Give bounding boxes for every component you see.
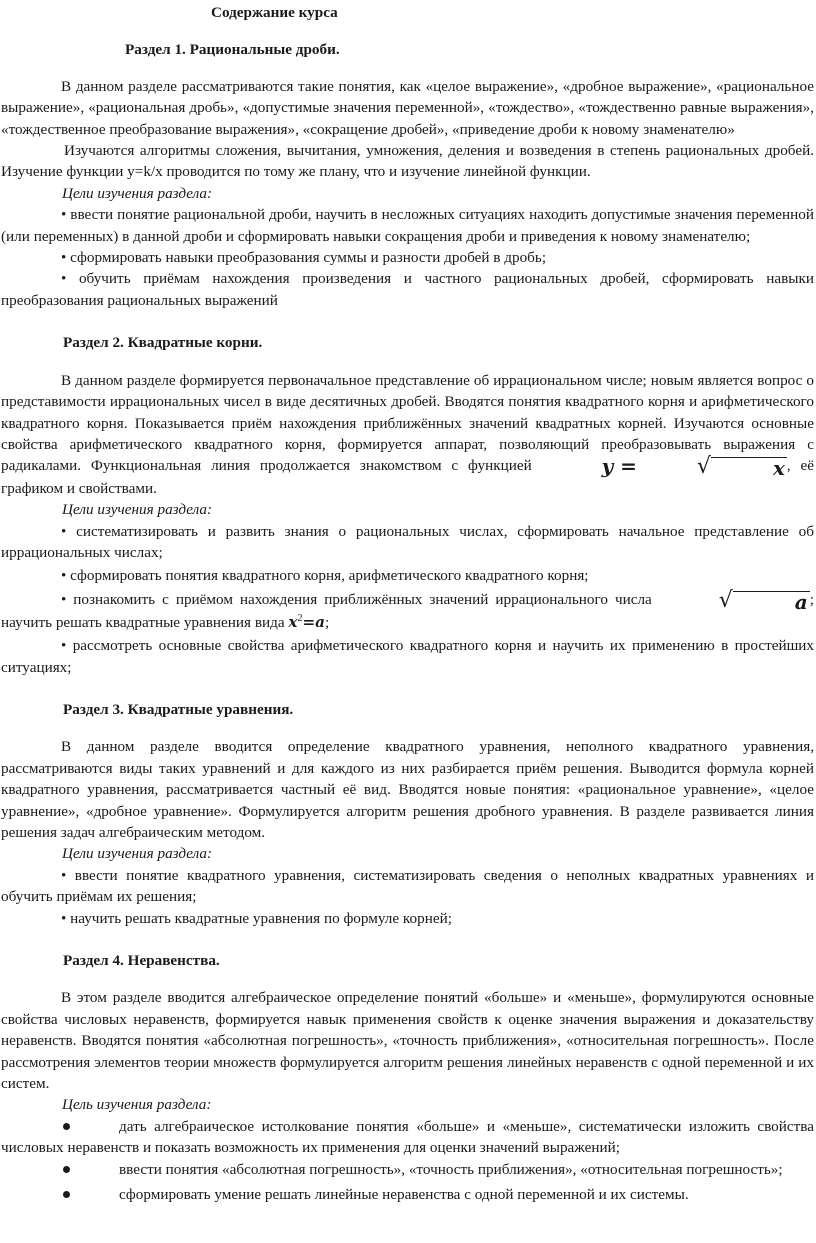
section-4-paragraph: В этом разделе вводится алгебраическое определение понятий «больше» и «меньше», формулируются основные свойства числовых неравенств, формируется навык применения свойств к оценке значения выражения и доказательству неравенств. Вводятся понятия «абсолютная погрешность», «точность приближения», «относительная погрешность». После рассмотрения элементов теории множеств формулируется алгоритм решения линейных неравенств с одной переменной и их систем. [1, 989, 814, 1093]
section-1-heading: Раздел 1. Рациональные дроби. [125, 41, 340, 59]
section-2-goal [1, 589, 814, 633]
section-1-paragraph: В данном разделе рассматриваются такие понятия, как «целое выражение», «дробное выражение», «рациональное выражение», «рациональная дробь», «допустимые значения переменной», «тождество», «тождественно равные выражения», «тождественное преобразование выражения», «сокращение дробей», «приведение дроби к новому знаменателю» [1, 77, 814, 138]
goal-text-end: ; [325, 613, 330, 631]
section-2-paragraph [1, 370, 814, 499]
formula-lhs: y = [601, 454, 637, 479]
sqrt-radicand: a [733, 591, 810, 612]
section-2-goals-label: Цели изучения раздела: [62, 501, 213, 519]
section-4-goals-list [1, 1116, 814, 1206]
list-item-text: дать алгебраическое истолкование понятия «больше» и «меньше», систематически изложить свойства числовых неравенств и показать возможность их применения для оценки значений выражений; [1, 1117, 814, 1157]
list-item [1, 1184, 814, 1205]
square-root-symbol: √ x [696, 453, 785, 480]
list-item [1, 1116, 814, 1159]
section-2-paragraph-text: В данном разделе формируется первоначальное представление об иррациональном числе; новым является вопрос о представимости иррациональных чисел в виде десятичных дробей. Вводятся понятия квадратного корня и арифметического квадратного корня. Показывается приём нахождения приближённых значений квадратных корней. Изучаются основные свойства арифметического квадратного корня, формируется аппарат, позволяющий преобразовывать выражения с радикалами. Функциональная линия продолжается знакомством с функцией [1, 371, 814, 475]
section-4-goals-label: Цель изучения раздела: [62, 1096, 212, 1114]
list-item-text: сформировать умение решать линейные неравенства с одной переменной и их системы. [119, 1186, 689, 1204]
list-item [1, 1159, 814, 1180]
sqrt-a-formula [659, 587, 810, 614]
section-2-heading: Раздел 2. Квадратные корни. [63, 334, 263, 352]
course-title: Содержание курса [211, 4, 338, 21]
equation-power: 2 [297, 612, 303, 624]
section-2-goal: • сформировать понятия квадратного корня, арифметического квадратного корня; [61, 567, 589, 585]
square-root-symbol: √ a [718, 587, 808, 614]
sqrt-function-formula [542, 453, 787, 480]
bullet-icon [63, 1191, 70, 1198]
section-1-goals-label: Цели изучения раздела: [62, 184, 213, 202]
goal-text: ; научить решать квадратные уравнения вида [1, 590, 814, 631]
bullet-icon [63, 1123, 70, 1130]
goal-text: • познакомить с приёмом нахождения приближённых значений иррационального числа [61, 590, 652, 608]
bullet-icon [63, 1166, 70, 1173]
formula-radicand: x [711, 457, 787, 478]
section-3-goal: • ввести понятие квадратного уравнения, систематизировать сведения о неполных квадратных уравнениях и обучить приёмам их решения; [1, 866, 814, 906]
section-2-goal: • рассмотреть основные свойства арифметического квадратного корня и научить их применению в простейших ситуациях; [1, 637, 814, 676]
section-1-paragraph: Изучаются алгоритмы сложения, вычитания, умножения, деления и возведения в степень рациональных дробей. Изучение функции y=k/x проводится по тому же плану, что и изучение линейной функции. [1, 142, 814, 181]
section-3-goals-label: Цели изучения раздела: [62, 845, 213, 863]
equation-x: x [288, 612, 298, 631]
section-3-paragraph: В данном разделе вводится определение квадратного уравнения, неполного квадратного уравнения, рассматриваются виды таких уравнений и для каждого из них разбирается приём решения. Выводится формула корней квадратного уравнения, рассматривается частный её вид. Вводятся новые понятия: «рациональное уравнение», «целое уравнение», «дробное уравнение». Формулируется алгоритм решения дробного уравнения. В разделе развивается линия решения задач алгебраическим методом. [1, 738, 814, 841]
section-1-goal: • обучить приёмам нахождения произведения и частного рациональных дробей, сформировать навыки преобразования рациональных выражений [1, 270, 814, 309]
section-3-goal: • научить решать квадратные уравнения по формуле корней; [61, 909, 452, 927]
section-1-goal: • сформировать навыки преобразования суммы и разности дробей в дробь; [61, 249, 547, 267]
section-4-heading: Раздел 4. Неравенства. [63, 952, 220, 970]
section-2-paragraph-text-end: , её графиком и свойствами. [1, 457, 815, 497]
section-1-goal: • ввести понятие рациональной дроби, научить в несложных ситуациях находить допустимые значения переменной (или переменных) в данной дроби и сформировать навыки сокращения дроби и приведения к новому знаменателю; [1, 206, 814, 245]
section-3-heading: Раздел 3. Квадратные уравнения. [63, 700, 294, 718]
list-item-text: ввести понятия «абсолютная погрешность», «точность приближения», «относительная погрешность»; [119, 1160, 783, 1178]
equation-rest: =a [302, 612, 326, 631]
section-2-goal: • систематизировать и развить знания о рациональных числах, сформировать начальное представление об иррациональных числах; [1, 522, 814, 561]
